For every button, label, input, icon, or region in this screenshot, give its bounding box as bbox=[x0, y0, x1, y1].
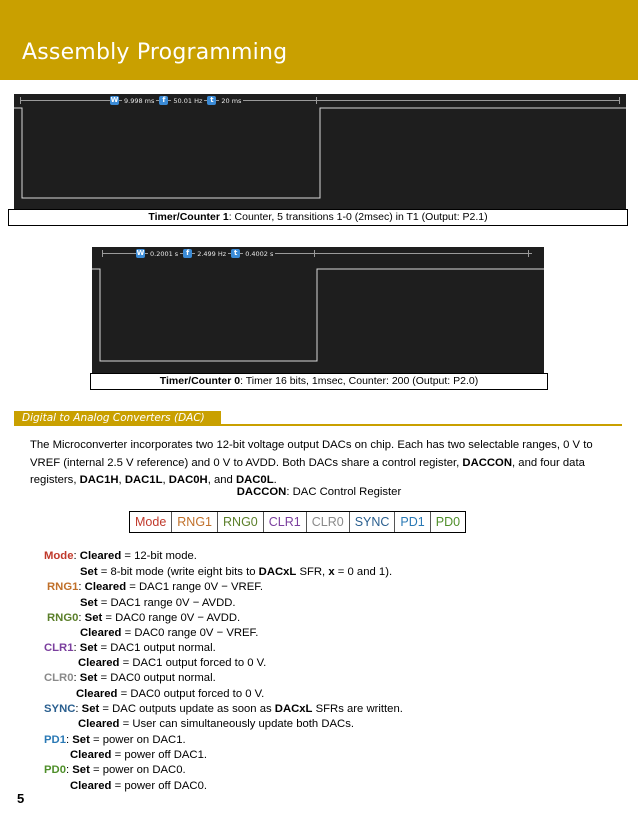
width-value: 0.2001 s bbox=[150, 249, 179, 258]
clr1-cleared-line: Cleared = DAC1 output forced to 0 V. bbox=[78, 657, 267, 669]
register-bit-mode: Mode bbox=[130, 512, 172, 532]
waveform-trace bbox=[14, 94, 626, 212]
mode-cleared-line: Mode: Cleared = 12-bit mode. bbox=[44, 550, 197, 562]
scope-capture-timer1 bbox=[14, 94, 626, 212]
register-bit-clr1: CLR1 bbox=[264, 512, 307, 532]
register-title: DACCON: DAC Control Register bbox=[236, 486, 402, 498]
rng0-set-line: RNG0: Set = DAC0 range 0V − AVDD. bbox=[47, 612, 241, 624]
register-bit-pd0: PD0 bbox=[435, 515, 461, 529]
sync-set-line: SYNC: Set = DAC outputs update as soon as DACxL SFRs are written. bbox=[44, 703, 403, 715]
scope-capture-timer0 bbox=[92, 247, 544, 373]
register-bit-pd1: PD1 bbox=[395, 512, 430, 532]
page-title: Assembly Programming bbox=[22, 40, 288, 65]
scope1-caption-text: : Counter, 5 transitions 1-0 (2msec) in T1 (Output: P2.1) bbox=[228, 211, 488, 223]
width-icon: W bbox=[136, 249, 145, 257]
pd1-set-line: PD1: Set = power on DAC1. bbox=[44, 734, 186, 746]
sync-cleared-line: Cleared = User can simultaneously update both DACs. bbox=[78, 718, 354, 730]
section-rule bbox=[221, 424, 622, 426]
page-number: 5 bbox=[17, 791, 25, 806]
register-bit-rng0: RNG0 bbox=[218, 512, 264, 532]
period-icon: t bbox=[207, 96, 216, 105]
register-bit-rng1: RNG1 bbox=[172, 512, 218, 532]
clr0-cleared-line: Cleared = DAC0 output forced to 0 V. bbox=[76, 688, 265, 700]
pd0-set-line: PD0: Set = power on DAC0. bbox=[44, 764, 186, 776]
scope1-caption-title: Timer/Counter 1 bbox=[148, 211, 229, 223]
frequency-icon: f bbox=[183, 249, 192, 258]
period-icon: t bbox=[231, 249, 240, 258]
scope2-caption-title: Timer/Counter 0 bbox=[159, 375, 241, 387]
scope1-caption bbox=[8, 209, 628, 226]
rng0-cleared-line: Cleared = DAC0 range 0V − VREF. bbox=[80, 627, 259, 639]
period-value: 0.4002 s bbox=[245, 249, 274, 258]
width-value: 9.998 ms bbox=[124, 96, 155, 105]
page-header bbox=[0, 0, 638, 80]
rng1-cleared-line: RNG1: Cleared = DAC1 range 0V − VREF. bbox=[47, 581, 264, 593]
register-bit-sync: SYNC bbox=[350, 512, 396, 532]
frequency-icon: f bbox=[159, 96, 168, 105]
waveform-trace bbox=[92, 247, 544, 373]
section-title: Digital to Analog Converters (DAC) bbox=[22, 412, 205, 424]
clr1-set-line: CLR1: Set = DAC1 output normal. bbox=[44, 642, 216, 654]
intro-paragraph: The Microconverter incorporates two 12-bit voltage output DACs on chip. Each has two selectable ranges, 0 V to VREF (internal 2.5 V reference) and 0 V to AVDD. Both DACs share a control register, DACCON, and four data registers, DAC1H, DAC1L, DAC0H, and DAC0L. bbox=[30, 439, 593, 486]
pd0-cleared-line: Cleared = power off DAC0. bbox=[70, 780, 208, 792]
width-icon: W bbox=[110, 96, 119, 104]
register-bit-table bbox=[129, 511, 466, 533]
period-value: 20 ms bbox=[221, 96, 242, 105]
mode-set-line: Set = 8-bit mode (write eight bits to DACxL SFR, x = 0 and 1). bbox=[80, 566, 393, 578]
frequency-value: 50.01 Hz bbox=[173, 96, 203, 105]
rng1-set-line: Set = DAC1 range 0V − AVDD. bbox=[80, 597, 236, 609]
register-bit-clr0: CLR0 bbox=[307, 512, 350, 532]
frequency-value: 2.499 Hz bbox=[197, 249, 227, 258]
section-heading bbox=[14, 411, 622, 426]
pd1-cleared-line: Cleared = power off DAC1. bbox=[70, 749, 208, 761]
scope2-caption-text: : Timer 16 bits, 1msec, Counter: 200 (Output: P2.0) bbox=[240, 375, 479, 387]
scope2-caption bbox=[90, 373, 548, 390]
clr0-set-line: CLR0: Set = DAC0 output normal. bbox=[44, 672, 216, 684]
